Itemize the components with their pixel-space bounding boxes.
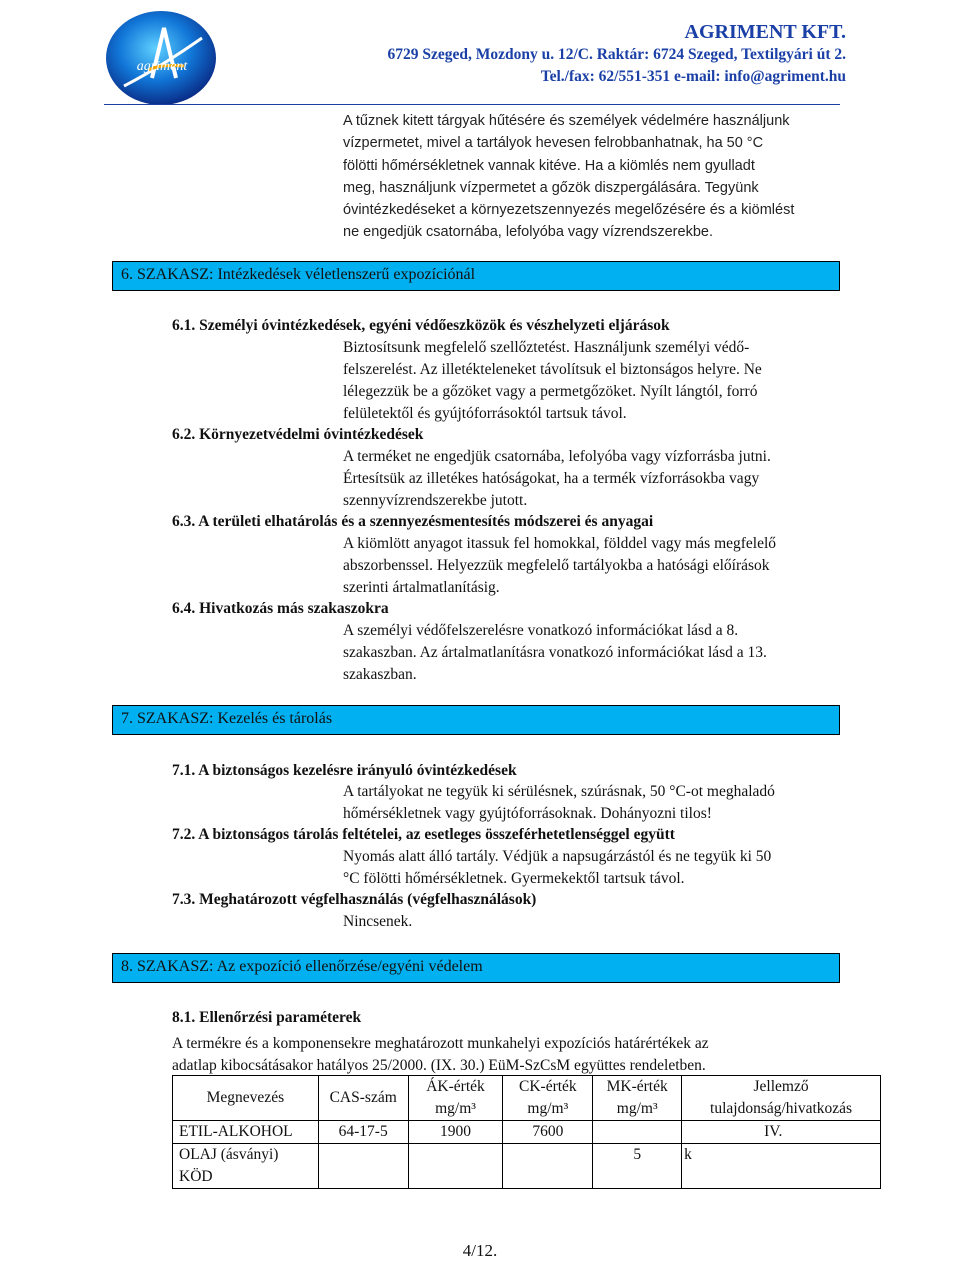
subsection-6-3-heading: 6.3. A területi elhatárolás és a szennyezésmentesítés módszerei és anyagai <box>172 513 654 530</box>
table-header-cell <box>503 1076 593 1121</box>
text-line: szakaszban. <box>343 666 417 683</box>
text-line: abszorbenssel. Helyezzük megfelelő tartályokba a hatósági előírások <box>343 557 770 574</box>
text-line: adatlap kibocsátásakor hatályos 25/2000. (IX. 30.) EüM-SzCsM együttes rendeletben. <box>172 1057 706 1074</box>
table-cell <box>593 1121 682 1144</box>
intro-line: óvintézkedéseket a környezetszennyezés megelőzésére és a kiömlést <box>343 202 795 219</box>
text-line: A termékre és a komponensekre meghatározott munkahelyi expozíciós határértékek az <box>172 1035 709 1052</box>
intro-line: vízpermetet, mivel a tartályok hevesen felrobbanhatnak, ha 50 °C <box>343 135 764 152</box>
text-line: °C fölötti hőmérsékletnek. Gyermekektől tartsuk távol. <box>343 870 685 887</box>
header-text: Megnevezés <box>206 1089 285 1106</box>
subsection-7-1-text <box>343 781 853 825</box>
table-cell: OLAJ (ásványi) KÖD <box>173 1144 319 1189</box>
text-line: A terméket ne engedjük csatornába, lefolyóba vagy vízforrásba jutni. <box>343 448 771 465</box>
subsection-6-1-text <box>343 337 843 425</box>
subsection-6-4-heading: 6.4. Hivatkozás más szakaszokra <box>172 600 389 617</box>
table-cell: 64-17-5 <box>318 1121 408 1144</box>
intro-line: ne engedjük csatornába, lefolyóba vagy vízrendszerekbe. <box>343 224 713 241</box>
table-cell <box>318 1144 408 1189</box>
table-row <box>173 1144 881 1189</box>
table-header-cell <box>408 1076 503 1121</box>
table-header-cell <box>173 1076 319 1121</box>
subsection-6-3-text <box>343 533 853 599</box>
header-text: Jellemző <box>753 1078 809 1095</box>
subsection-6-2-heading: 6.2. Környezetvédelmi óvintézkedések <box>172 426 424 443</box>
header-text: ÁK-érték <box>426 1078 485 1095</box>
table-cell: ETIL-ALKOHOL <box>173 1121 319 1144</box>
text-line: A tartályokat ne tegyük ki sérülésnek, szúrásnak, 50 °C-ot meghaladó <box>343 783 775 800</box>
subsection-7-2-heading: 7.2. A biztonságos tárolás feltételei, az esetleges összeférhetetlenséggel együtt <box>172 826 675 843</box>
subsection-8-1-paragraph <box>172 1033 845 1077</box>
table-header-cell <box>682 1076 881 1121</box>
text-line: A kiömlött anyagot itassuk fel homokkal, földdel vagy más megfelelő <box>343 535 777 552</box>
text-line: Értesítsük az illetékes hatóságokat, ha a termék vízforrásokba vagy <box>343 470 760 487</box>
section-7-header <box>112 705 840 735</box>
section-6-header <box>112 261 840 291</box>
subsection-6-1-heading: 6.1. Személyi óvintézkedések, egyéni védőeszközök és vészhelyzeti eljárások <box>172 317 670 334</box>
text-line: lélegezzük be a gőzöket vagy a permetgőzöket. Nyílt lángtól, forró <box>343 383 758 400</box>
header-divider <box>104 104 840 105</box>
section-title: 6. SZAKASZ: Intézkedések véletlenszerű expozíciónál <box>121 266 476 283</box>
intro-line: fölötti hőmérsékletnek vannak kitéve. Ha a kiömlés nem gyulladt <box>343 157 755 174</box>
subsection-7-3-heading: 7.3. Meghatározott végfelhasználás (végfelhasználások) <box>172 891 537 908</box>
header-unit: mg/m³ <box>435 1100 476 1117</box>
table-row <box>173 1121 881 1144</box>
section-title: 7. SZAKASZ: Kezelés és tárolás <box>121 710 333 727</box>
intro-line: A tűznek kitett tárgyak hűtésére és személyek védelmére használjunk <box>343 113 790 129</box>
text-line: szakaszban. Az ártalmatlanításra vonatkozó információkat lásd a 13. <box>343 644 767 661</box>
header-text: CK-érték <box>519 1078 577 1095</box>
company-address: 6729 Szeged, Mozdony u. 12/C. Raktár: 6724 Szeged, Textilgyári út 2. <box>387 46 846 63</box>
table-cell: k <box>682 1144 881 1189</box>
text-line: A személyi védőfelszerelésre vonatkozó információkat lásd a 8. <box>343 622 739 639</box>
text-line: felszerelést. Az illetékteleneket távolítsuk el biztonságos helyre. Ne <box>343 361 762 378</box>
section-8-header <box>112 953 840 983</box>
text-line: szennyvízrendszerekbe jutott. <box>343 492 528 509</box>
table-cell <box>408 1144 503 1189</box>
subsection-7-3-text: Nincsenek. <box>343 913 413 930</box>
subsection-6-2-text <box>343 446 853 512</box>
text-line: Biztosítsunk megfelelő szellőztetést. Használjunk személyi védő- <box>343 339 750 356</box>
table-header-row <box>173 1076 881 1121</box>
section-title: 8. SZAKASZ: Az expozíció ellenőrzése/egyéni védelem <box>121 958 483 975</box>
text-line: hőmérsékletnek vagy gyújtóforrásoknak. Dohányozni tilos! <box>343 805 712 822</box>
exposure-limits-table <box>172 1075 881 1189</box>
header-unit: mg/m³ <box>616 1100 658 1117</box>
company-logo <box>104 8 218 108</box>
header-unit: mg/m³ <box>527 1100 569 1117</box>
header-text-2: tulajdonság/hivatkozás <box>710 1100 853 1117</box>
table-cell <box>503 1144 593 1189</box>
company-name: AGRIMENT KFT. <box>684 21 846 43</box>
company-contact: Tel./fax: 62/551-351 e-mail: info@agriment.hu <box>540 68 846 85</box>
table-cell: IV. <box>682 1121 881 1144</box>
table-cell: 1900 <box>408 1121 503 1144</box>
subsection-6-4-text <box>343 620 853 686</box>
header-text: MK-érték <box>606 1078 668 1095</box>
text-line: felületektől és gyújtóforrásoktól tartsuk távol. <box>343 405 627 422</box>
subsection-7-2-text <box>343 846 853 890</box>
company-info <box>387 20 846 88</box>
text-line: szerinti ártalmatlanításig. <box>343 579 500 596</box>
table-header-cell <box>318 1076 408 1121</box>
svg-text:agriment: agriment <box>136 59 188 74</box>
intro-paragraph <box>343 110 846 244</box>
table-header-cell <box>593 1076 682 1121</box>
page-number: 4/12. <box>462 1241 498 1260</box>
logo-graphic <box>104 8 218 108</box>
subsection-8-1-heading: 8.1. Ellenőrzési paraméterek <box>172 1009 362 1026</box>
text-line: Nyomás alatt álló tartály. Védjük a napsugárzástól és ne tegyük ki 50 <box>343 848 772 865</box>
header-text: CAS-szám <box>329 1089 397 1106</box>
table-cell: 7600 <box>503 1121 593 1144</box>
table-cell: 5 <box>593 1144 682 1189</box>
subsection-7-1-heading: 7.1. A biztonságos kezelésre irányuló óvintézkedések <box>172 762 517 779</box>
intro-line: meg, használjunk vízpermetet a gőzök diszpergálására. Tegyünk <box>343 179 759 196</box>
